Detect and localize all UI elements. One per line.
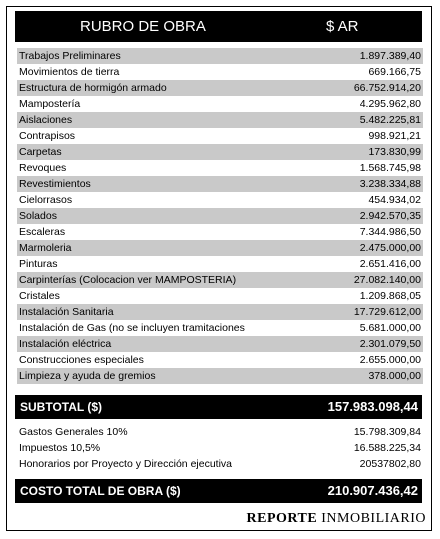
row-label: Revoques bbox=[19, 162, 67, 174]
row-label: Mampostería bbox=[19, 98, 81, 110]
table-row bbox=[17, 320, 423, 336]
row-label: Solados bbox=[19, 210, 57, 222]
extra-value: 15.798.309,84 bbox=[353, 426, 421, 438]
extra-row bbox=[17, 424, 423, 440]
row-label: Aislaciones bbox=[19, 114, 73, 126]
row-label: Cielorrasos bbox=[19, 194, 73, 206]
row-value: 173.830,99 bbox=[368, 146, 421, 158]
extra-value: 20537802,80 bbox=[359, 458, 421, 470]
table-row bbox=[17, 288, 423, 304]
table-header bbox=[15, 11, 422, 42]
row-label: Instalación Sanitaria bbox=[19, 306, 114, 318]
row-value: 2.655.000,00 bbox=[359, 354, 421, 366]
row-value: 3.238.334,88 bbox=[359, 178, 421, 190]
extra-value: 16.588.225,34 bbox=[353, 442, 421, 454]
row-label: Instalación de Gas (no se incluyen tramitaciones bbox=[19, 322, 245, 334]
table-row bbox=[17, 224, 423, 240]
subtotal-label: SUBTOTAL ($) bbox=[20, 400, 103, 414]
table-row bbox=[17, 256, 423, 272]
row-label: Construcciones especiales bbox=[19, 354, 144, 366]
row-value: 378.000,00 bbox=[368, 370, 421, 382]
table-row bbox=[17, 240, 423, 256]
row-value: 5.681.000,00 bbox=[359, 322, 421, 334]
row-value: 1.568.745,98 bbox=[359, 162, 421, 174]
table-row bbox=[17, 272, 423, 288]
extra-row bbox=[17, 440, 423, 456]
row-label: Movimientos de tierra bbox=[19, 66, 120, 78]
header-rubro: RUBRO DE OBRA bbox=[80, 18, 206, 35]
row-value: 7.344.986,50 bbox=[359, 226, 421, 238]
table-row bbox=[17, 96, 423, 112]
total-label: COSTO TOTAL DE OBRA ($) bbox=[20, 484, 181, 498]
table-row bbox=[17, 80, 423, 96]
total-value: 210.907.436,42 bbox=[327, 483, 418, 498]
row-value: 1.897.389,40 bbox=[359, 50, 421, 62]
row-value: 2.651.416,00 bbox=[359, 258, 421, 270]
row-value: 2.301.079,50 bbox=[359, 338, 421, 350]
table-row bbox=[17, 368, 423, 384]
extra-costs bbox=[17, 424, 423, 472]
row-label: Limpieza y ayuda de gremios bbox=[19, 370, 156, 382]
row-value: 17.729.612,00 bbox=[353, 306, 421, 318]
table-row bbox=[17, 144, 423, 160]
table-row bbox=[17, 128, 423, 144]
row-label: Revestimientos bbox=[19, 178, 91, 190]
row-value: 998.921,21 bbox=[368, 130, 421, 142]
table-row bbox=[17, 208, 423, 224]
subtotal-bar bbox=[15, 395, 422, 419]
subtotal-value: 157.983.098,44 bbox=[327, 399, 418, 414]
extra-label: Honorarios por Proyecto y Dirección ejecutiva bbox=[19, 458, 233, 470]
brand-bold: REPORTE bbox=[246, 511, 318, 526]
row-label: Carpetas bbox=[19, 146, 62, 158]
extra-label: Gastos Generales 10% bbox=[19, 426, 128, 438]
table-row bbox=[17, 336, 423, 352]
brand-footer bbox=[247, 511, 426, 527]
row-label: Instalación eléctrica bbox=[19, 338, 112, 350]
table-row bbox=[17, 304, 423, 320]
row-label: Contrapisos bbox=[19, 130, 76, 142]
row-label: Cristales bbox=[19, 290, 60, 302]
table-row bbox=[17, 160, 423, 176]
row-label: Marmoleria bbox=[19, 242, 72, 254]
row-value: 669.166,75 bbox=[368, 66, 421, 78]
row-label: Trabajos Preliminares bbox=[19, 50, 121, 62]
header-currency: $ AR bbox=[326, 18, 359, 35]
brand-rest: INMOBILIARIO bbox=[321, 511, 426, 526]
row-value: 66.752.914,20 bbox=[353, 82, 421, 94]
row-label: Estructura de hormigón armado bbox=[19, 82, 167, 94]
row-value: 1.209.868,05 bbox=[359, 290, 421, 302]
row-value: 454.934,02 bbox=[368, 194, 421, 206]
total-bar bbox=[15, 479, 422, 503]
row-value: 27.082.140,00 bbox=[353, 274, 421, 286]
table-row bbox=[17, 64, 423, 80]
row-label: Carpinterías (Colocacion ver MAMPOSTERIA) bbox=[19, 274, 237, 286]
row-value: 2.475.000,00 bbox=[359, 242, 421, 254]
table-row bbox=[17, 192, 423, 208]
row-value: 5.482.225,81 bbox=[359, 114, 421, 126]
row-label: Pinturas bbox=[19, 258, 58, 270]
row-value: 4.295.962,80 bbox=[359, 98, 421, 110]
cost-rows bbox=[17, 48, 423, 384]
row-label: Escaleras bbox=[19, 226, 66, 238]
table-row bbox=[17, 112, 423, 128]
row-value: 2.942.570,35 bbox=[359, 210, 421, 222]
table-row bbox=[17, 176, 423, 192]
extra-row bbox=[17, 456, 423, 472]
table-row bbox=[17, 352, 423, 368]
extra-label: Impuestos 10,5% bbox=[19, 442, 101, 454]
table-row bbox=[17, 48, 423, 64]
